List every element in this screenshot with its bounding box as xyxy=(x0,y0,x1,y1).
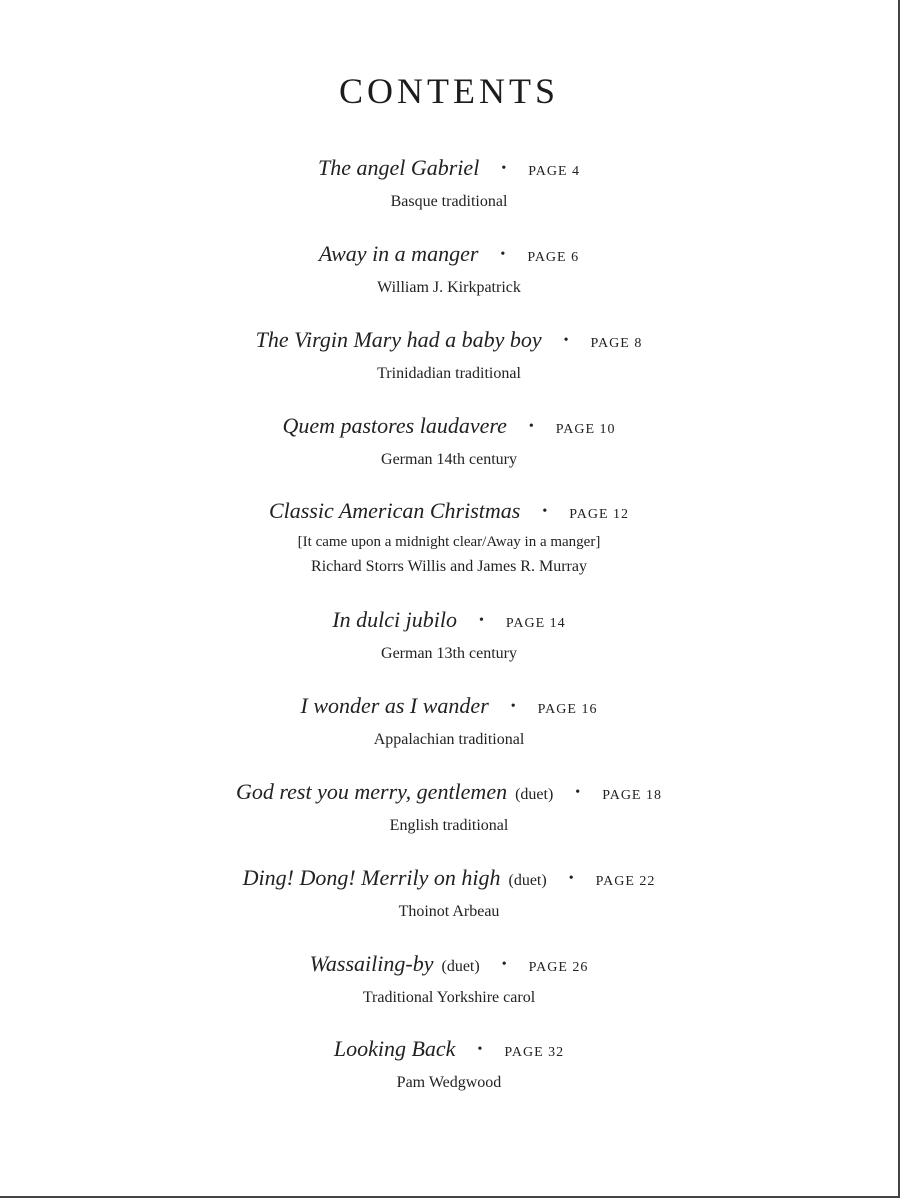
contents-entry xyxy=(0,605,898,665)
entry-title: The angel Gabriel xyxy=(317,155,480,180)
separator-dot: • xyxy=(477,1042,483,1057)
entry-title: God rest you merry, gentlemen xyxy=(236,779,508,804)
entry-title: Away in a manger xyxy=(318,241,479,266)
entry-subtitle: [It came upon a midnight clear/Away in a manger] xyxy=(297,534,601,550)
separator-dot: • xyxy=(542,504,548,519)
entry-note: (duet) xyxy=(508,872,547,889)
contents-entry xyxy=(0,777,898,837)
contents-entry xyxy=(0,153,898,213)
entry-page: PAGE 12 xyxy=(569,507,630,522)
contents-entry xyxy=(0,1034,898,1094)
contents-entry xyxy=(0,863,898,923)
separator-dot: • xyxy=(528,419,534,434)
entry-author: Basque traditional xyxy=(390,193,508,210)
entry-author: Richard Storrs Willis and James R. Murray xyxy=(311,558,587,575)
entry-author: Thoinot Arbeau xyxy=(398,903,500,920)
entry-page: PAGE 4 xyxy=(528,164,580,179)
contents-entry xyxy=(0,949,898,1009)
contents-entry xyxy=(0,496,898,578)
entry-page: PAGE 32 xyxy=(504,1045,565,1060)
separator-dot: • xyxy=(575,785,581,800)
entry-title: In dulci jubilo xyxy=(332,607,457,632)
entry-title: Looking Back xyxy=(333,1036,456,1061)
entry-page: PAGE 14 xyxy=(505,616,566,631)
entry-page: PAGE 10 xyxy=(555,422,616,437)
entry-author: Appalachian traditional xyxy=(373,731,525,748)
entry-author: Traditional Yorkshire carol xyxy=(362,989,536,1006)
entry-title: I wonder as I wander xyxy=(300,693,489,718)
entry-author: German 14th century xyxy=(381,451,517,468)
page-title: CONTENTS xyxy=(339,71,559,111)
entry-title: Quem pastores laudavere xyxy=(282,413,507,438)
entry-page: PAGE 6 xyxy=(527,250,580,265)
entry-author: Pam Wedgwood xyxy=(396,1074,502,1091)
entry-author: German 13th century xyxy=(381,645,517,662)
contents-entry xyxy=(0,411,898,471)
entry-page: PAGE 22 xyxy=(595,874,656,889)
entry-author: William J. Kirkpatrick xyxy=(377,279,521,296)
entry-author: English traditional xyxy=(389,817,509,834)
entry-note: (duet) xyxy=(515,786,554,803)
entry-page: PAGE 18 xyxy=(602,788,662,803)
entry-page: PAGE 26 xyxy=(528,960,589,975)
entry-page: PAGE 8 xyxy=(590,336,643,351)
entry-title: The Virgin Mary had a baby boy xyxy=(255,327,542,352)
entry-page: PAGE 16 xyxy=(537,702,598,717)
entry-title: Ding! Dong! Merrily on high xyxy=(242,865,501,890)
separator-dot: • xyxy=(510,699,516,714)
entry-author: Trinidadian traditional xyxy=(377,365,521,382)
separator-dot: • xyxy=(568,871,574,886)
entry-note: (duet) xyxy=(441,958,480,975)
separator-dot: • xyxy=(501,957,507,972)
separator-dot: • xyxy=(501,161,507,176)
entry-title: Classic American Christmas xyxy=(268,498,521,523)
contents-entry xyxy=(0,691,898,751)
separator-dot: • xyxy=(500,247,506,262)
separator-dot: • xyxy=(478,613,484,628)
contents-entry xyxy=(0,239,898,299)
contents-entry xyxy=(0,325,898,385)
separator-dot: • xyxy=(563,333,569,348)
entry-title: Wassailing-by xyxy=(309,951,434,976)
